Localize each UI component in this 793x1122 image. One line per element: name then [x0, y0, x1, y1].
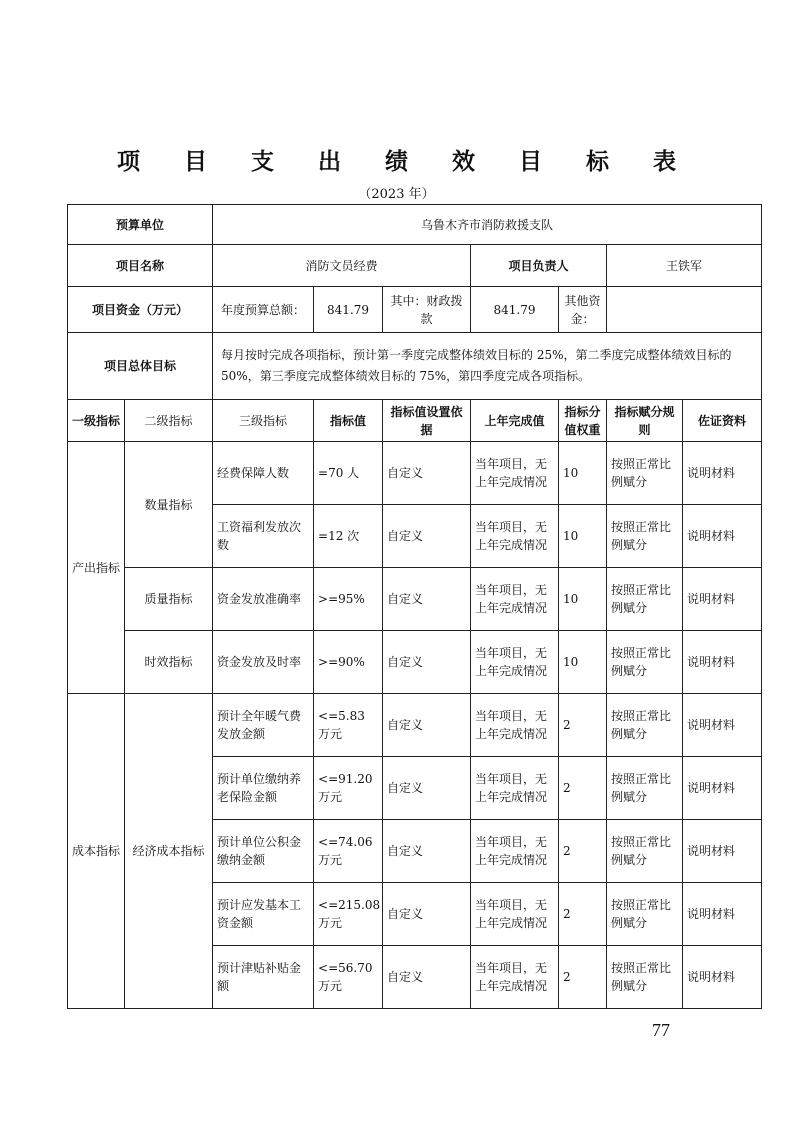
- evidence: 说明材料: [683, 946, 762, 1009]
- indicator-basis: 自定义: [383, 820, 471, 883]
- indicator-value: =12 次: [314, 505, 383, 568]
- table-row: [68, 568, 762, 631]
- indicator-value: >=95%: [314, 568, 383, 631]
- header-level2: 二级指标: [125, 400, 213, 442]
- scoring-rule: 按照正常比例赋分: [607, 946, 683, 1009]
- header-prev-value: 上年完成值: [471, 400, 559, 442]
- table-row: [68, 694, 762, 757]
- annual-total-value: 841.79: [314, 287, 383, 333]
- evidence: 说明材料: [683, 883, 762, 946]
- header-level3: 三级指标: [213, 400, 314, 442]
- budget-unit-label: 预算单位: [68, 205, 213, 245]
- prev-value: 当年项目，无上年完成情况: [471, 883, 559, 946]
- fiscal-funds-value: 841.79: [471, 287, 559, 333]
- annual-total-label: 年度预算总额：: [213, 287, 314, 333]
- scoring-rule: 按照正常比例赋分: [607, 820, 683, 883]
- level3-indicator: 资金发放准确率: [213, 568, 314, 631]
- prev-value: 当年项目，无上年完成情况: [471, 820, 559, 883]
- indicator-value: >=90%: [314, 631, 383, 694]
- prev-value: 当年项目，无上年完成情况: [471, 505, 559, 568]
- overall-goal-text: 每月按时完成各项指标，预计第一季度完成整体绩效目标的 25%，第二季度完成整体绩效目标的 50%，第三季度完成整体绩效目标的 75%，第四季度完成各项指标。: [213, 333, 762, 400]
- evidence: 说明材料: [683, 694, 762, 757]
- level3-indicator: 预计津贴补贴金额: [213, 946, 314, 1009]
- project-leader-value: 王铁军: [607, 245, 762, 287]
- indicator-basis: 自定义: [383, 505, 471, 568]
- indicator-basis: 自定义: [383, 694, 471, 757]
- indicator-weight: 10: [559, 505, 607, 568]
- indicator-value: =70 人: [314, 442, 383, 505]
- indicator-basis: 自定义: [383, 568, 471, 631]
- header-rule: 指标赋分规则: [607, 400, 683, 442]
- scoring-rule: 按照正常比例赋分: [607, 694, 683, 757]
- prev-value: 当年项目，无上年完成情况: [471, 694, 559, 757]
- level3-indicator: 预计单位缴纳养老保险金额: [213, 757, 314, 820]
- project-name-value: 消防文员经费: [213, 245, 471, 287]
- header-evidence: 佐证资料: [683, 400, 762, 442]
- evidence: 说明材料: [683, 820, 762, 883]
- scoring-rule: 按照正常比例赋分: [607, 757, 683, 820]
- prev-value: 当年项目，无上年完成情况: [471, 631, 559, 694]
- prev-value: 当年项目，无上年完成情况: [471, 568, 559, 631]
- level2-economic-cost: 经济成本指标: [125, 694, 213, 1009]
- table-row: [68, 631, 762, 694]
- performance-target-table: [67, 204, 762, 1009]
- header-basis: 指标值设置依据: [383, 400, 471, 442]
- header-value: 指标值: [314, 400, 383, 442]
- indicator-weight: 2: [559, 883, 607, 946]
- level3-indicator: 工资福利发放次数: [213, 505, 314, 568]
- indicator-value: <=215.08 万元: [314, 883, 383, 946]
- level3-indicator: 预计全年暖气费发放金额: [213, 694, 314, 757]
- level3-indicator: 预计应发基本工资金额: [213, 883, 314, 946]
- level3-indicator: 经费保障人数: [213, 442, 314, 505]
- scoring-rule: 按照正常比例赋分: [607, 883, 683, 946]
- evidence: 说明材料: [683, 631, 762, 694]
- evidence: 说明材料: [683, 568, 762, 631]
- level1-output: 产出指标: [68, 442, 125, 694]
- level2-quality: 质量指标: [125, 568, 213, 631]
- table-row: [68, 442, 762, 505]
- scoring-rule: 按照正常比例赋分: [607, 631, 683, 694]
- indicator-weight: 10: [559, 568, 607, 631]
- project-name-label: 项目名称: [68, 245, 213, 287]
- indicator-weight: 2: [559, 946, 607, 1009]
- level2-timeliness: 时效指标: [125, 631, 213, 694]
- scoring-rule: 按照正常比例赋分: [607, 505, 683, 568]
- header-weight: 指标分值权重: [559, 400, 607, 442]
- evidence: 说明材料: [683, 442, 762, 505]
- funds-label: 项目资金（万元）: [68, 287, 213, 333]
- level2-quantity: 数量指标: [125, 442, 213, 568]
- indicator-weight: 2: [559, 757, 607, 820]
- other-funds-value: [607, 287, 762, 333]
- indicator-weight: 2: [559, 820, 607, 883]
- indicator-basis: 自定义: [383, 946, 471, 1009]
- prev-value: 当年项目，无上年完成情况: [471, 442, 559, 505]
- indicator-basis: 自定义: [383, 883, 471, 946]
- indicator-value: <=91.20 万元: [314, 757, 383, 820]
- other-funds-label: 其他资金：: [559, 287, 607, 333]
- level1-cost: 成本指标: [68, 694, 125, 1009]
- evidence: 说明材料: [683, 505, 762, 568]
- level3-indicator: 资金发放及时率: [213, 631, 314, 694]
- indicator-basis: 自定义: [383, 757, 471, 820]
- indicator-value: <=74.06 万元: [314, 820, 383, 883]
- page-number: 77: [652, 1020, 670, 1040]
- indicator-weight: 10: [559, 631, 607, 694]
- project-leader-label: 项目负责人: [471, 245, 607, 287]
- scoring-rule: 按照正常比例赋分: [607, 568, 683, 631]
- budget-unit-value: 乌鲁木齐市消防救援支队: [213, 205, 762, 245]
- indicator-value: <=5.83 万元: [314, 694, 383, 757]
- page-title: 项 目 支 出 绩 效 目 标 表: [116, 149, 695, 175]
- indicator-weight: 10: [559, 442, 607, 505]
- page-subtitle: （2023 年）: [358, 187, 435, 202]
- scoring-rule: 按照正常比例赋分: [607, 442, 683, 505]
- evidence: 说明材料: [683, 757, 762, 820]
- indicator-basis: 自定义: [383, 631, 471, 694]
- indicator-value: <=56.70 万元: [314, 946, 383, 1009]
- fiscal-funds-label: 其中：财政拨款: [383, 287, 471, 333]
- level3-indicator: 预计单位公积金缴纳金额: [213, 820, 314, 883]
- prev-value: 当年项目，无上年完成情况: [471, 757, 559, 820]
- prev-value: 当年项目，无上年完成情况: [471, 946, 559, 1009]
- indicator-basis: 自定义: [383, 442, 471, 505]
- header-level1: 一级指标: [68, 400, 125, 442]
- indicator-weight: 2: [559, 694, 607, 757]
- overall-goal-label: 项目总体目标: [68, 333, 213, 400]
